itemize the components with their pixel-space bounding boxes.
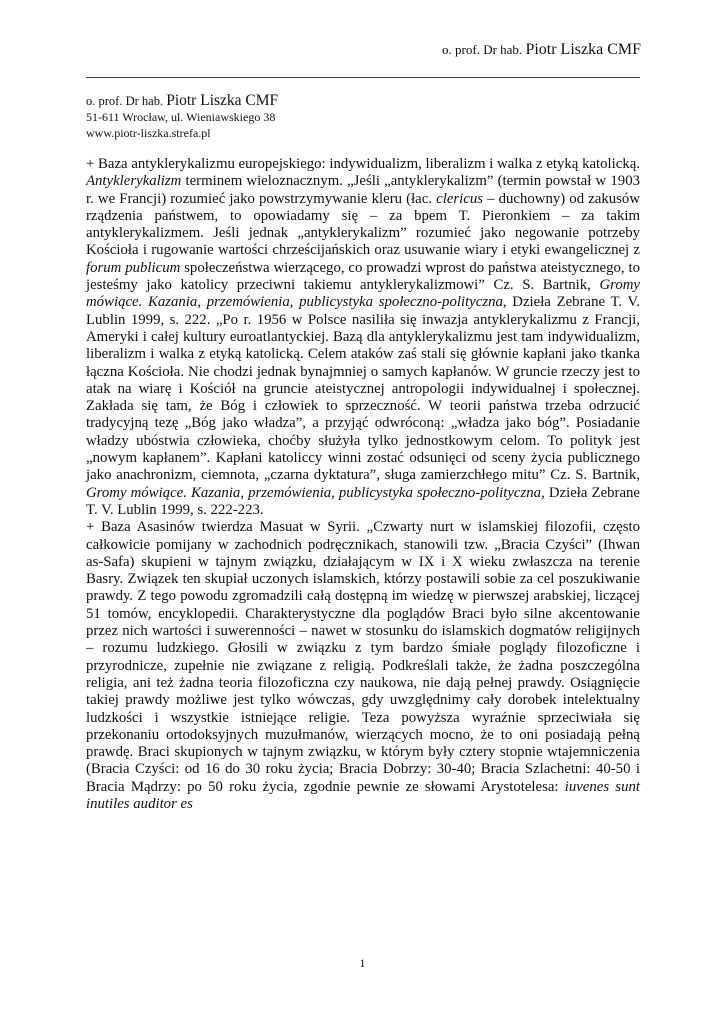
italic-text: Antyklerykalizm — [86, 173, 182, 190]
italic-text: iuvenes sunt inutiles auditor es — [86, 778, 640, 812]
author-block — [86, 93, 278, 141]
italic-text: Gromy mówiące. Kazania, przemówienia, publicystyka społeczno-polityczna — [86, 277, 640, 311]
text-run: , Dzieła Zebrane T. V. Lublin 1999, s. 222. „Po r. 1956 w Polsce nasiliła się inwazja antyklerykalizmu z Francji, Ameryki i całej kultury euroatlantyckiej. Bazą dla antyklerykalizmu jest tam indywidualizm, liberalizm i walka z etyką katolicką. Celem ataków zaś stali się głównie kapłani jako tkanka łączna Kościoła. Nie chodzi jednak bynajmniej o samych kapłanów. W gruncie rzeczy jest to atak na wiarę i Kościół na gruncie ateistycznej antropologii indywidualnej i społecznej. Zakłada się tam, że Bóg i człowiek to sprzeczność. W teorii państwa trzeba odrzucić tradycyjną tezę „Bóg jako władza”, a przyjąć odwróconą: „władza jako bóg”. Posiadanie władzy ubóstwia człowieka, choćby służyła tylko jednostkowym celom. To polityk jest „nowym kapłanem”. Kapłani katoliccy winni zostać odsunięci od sceny życia publicznego jako anachronizm, ciemnota, „czarna dyktatura”, sługa zamierzchłego mitu” Cz. S. Bartnik, — [86, 294, 640, 484]
header-divider — [86, 77, 640, 78]
text-run: – duchowny) od zakusów rządzenia państwem, to opowiadamy się – za bpem T. Pieronkiem – za takim antyklerykalizmem. Jeśli jednak „antyklerykalizm” rozumieć jako negowanie potrzeby Kościoła i rugowanie wartości chrześcijańskich oraz usuwanie wiary i etyki ewangelicznej z — [86, 190, 640, 259]
text-run: społeczeństwa wierzącego, co prowadzi wprost do państwa ateistycznego, to jesteśmy jako katolicy przeciwni takiemu antyklerykalizmowi” Cz. S. Bartnik, — [86, 259, 640, 294]
text-run: + Baza antyklerykalizmu europejskiego: indywidualizm, liberalizm i walka z etyką katolicką. — [86, 156, 640, 172]
running-header-name: Piotr Liszka CMF — [525, 41, 641, 58]
running-header — [442, 41, 641, 59]
paragraph — [86, 156, 640, 519]
body-text — [86, 156, 640, 813]
text-run: + Baza Asasinów twierdza Masuat w Syrii. „Czwarty nurt w islamskiej filozofii, często całkowicie pomijany w zachodnich podręcznikach, stanowili tzw. „Bracia Czyści” (Ihwan as-Safa) skupieni w tajnym związku, działającym w IX i X wieku zwłaszcza na terenie Basry. Związek ten skupiał uczonych islamskich, którzy postawili sobie za cel poszukiwanie prawdy. Z tego powodu zgromadzili całą dostępną im wiedzę w pierwszej arabskiej, liczącej 51 tomów, encyklopedii. Charakterystyczne dla poglądów Braci było silne akcentowanie przez nich wartości i suwerenności – nawet w stosunku do islamskich dogmatów religijnych – rozumu ludzkiego. Głosili w związku z tym bardzo śmiałe poglądy filozoficzne i przyrodnicze, zupełnie nie związane z religią. Podkreślali także, że żadna poszczególna religia, ani też żadna teoria filozoficzna czy naukowa, nie dają pełnej prawdy. Osiągnięcie takiej prawdy możliwe jest tylko wówczas, gdy uwzględnimy cały dorobek intelektualny ludzkości i wszystkie istniejące religie. Teza powyższa wyraźnie sprzeciwiała się przekonaniu ortodoksyjnych muzułmanów, wierzących mocno, że to oni posiadają pełną prawdę. Braci skupionych w tajnym związku, w którym były cztery stopnie wtajemniczenia (Bracia Czyści: od 16 do 30 roku życia; Bracia Dobrzy: 30-40; Bracia Szlachetni: 40-50 i Bracia Mądrzy: po 50 roku życia, zgodnie pewnie ze słowami Arystotelesa: — [86, 519, 640, 795]
author-prefix: o. prof. Dr hab. — [86, 94, 164, 108]
text-run: terminem wieloznacznym. „Jeśli „antyklerykalizm” (termin powstał w 1903 r. we Francji) rozumieć jako powstrzymywanie kleru (łac. — [86, 173, 640, 207]
author-address: 51-611 Wrocław, ul. Wieniawskiego 38 — [86, 110, 276, 124]
author-name: Piotr Liszka CMF — [166, 92, 279, 109]
page-number: 1 — [359, 956, 366, 970]
italic-text: forum publicum — [86, 259, 181, 276]
text-run: , Dzieła Zebrane T. V. Lublin 1999, s. 222-223. — [86, 484, 640, 518]
author-website: www.piotr-liszka.strefa.pl — [86, 126, 211, 140]
italic-text: clericus — [436, 190, 483, 207]
running-header-prefix: o. prof. Dr hab. — [442, 42, 523, 57]
paragraph — [86, 519, 640, 813]
italic-text: Gromy mówiące. Kazania, przemówienia, publicystyka społeczno-polityczna — [86, 484, 542, 501]
author-name-line — [86, 93, 278, 109]
